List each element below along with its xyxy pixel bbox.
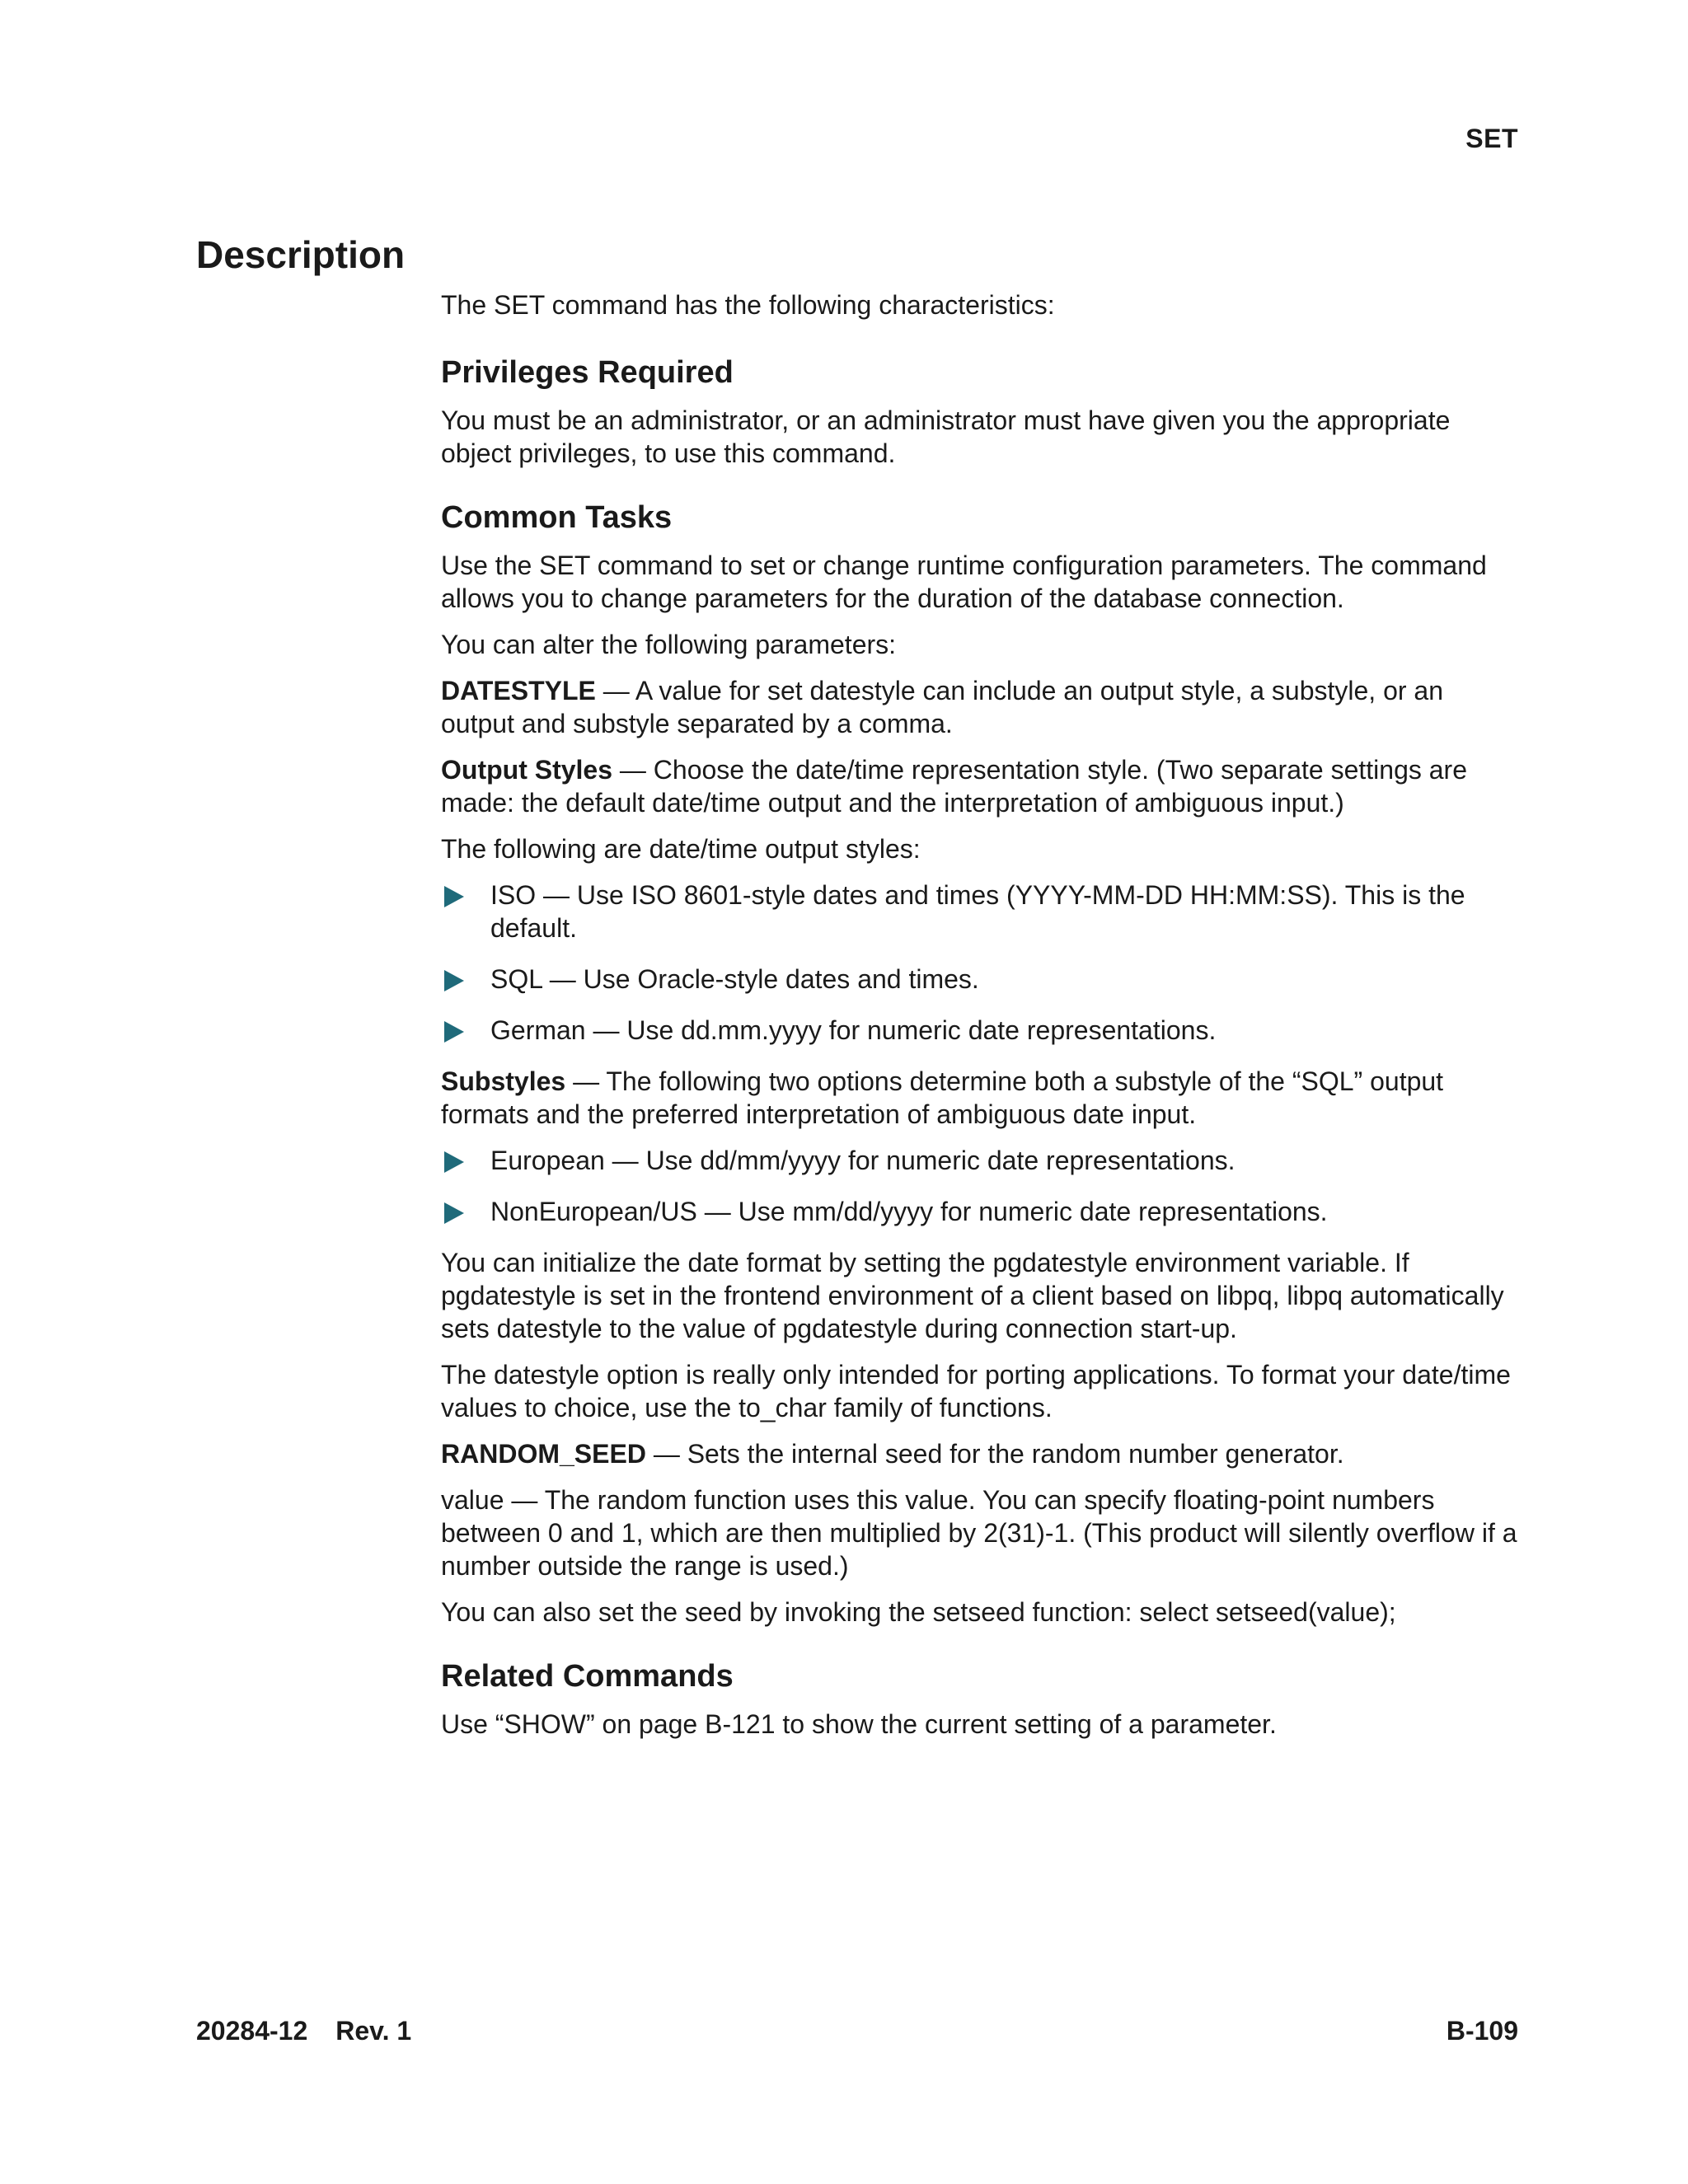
list-item bbox=[441, 1014, 1521, 1047]
common-tasks-heading: Common Tasks bbox=[441, 500, 673, 535]
random-seed-text: — Sets the internal seed for the random number generator. bbox=[645, 1439, 1344, 1469]
output-styles-paragraph bbox=[441, 753, 1521, 819]
footer-doc-info bbox=[196, 2016, 411, 2046]
related-commands-paragraph: Use “SHOW” on page B-121 to show the current setting of a parameter. bbox=[441, 1709, 1277, 1739]
related-commands-heading: Related Commands bbox=[441, 1659, 734, 1694]
list-item bbox=[441, 1195, 1521, 1228]
value-paragraph: value — The random function uses this value. You can specify floating-point numbers between 0 and 1, which are then multiplied by 2(31)-1. (This product will silently overflow if a number outside the range is used.) bbox=[441, 1485, 1517, 1581]
random-seed-term: RANDOM_SEED bbox=[441, 1439, 646, 1469]
doc-number: 20284-12 bbox=[196, 2016, 308, 2046]
substyles-text: — The following two options determine both a substyle of the “SQL” output formats and the preferred interpretation of ambiguous date input. bbox=[441, 1066, 1444, 1129]
privileges-heading: Privileges Required bbox=[441, 355, 734, 390]
substyles-term: Substyles bbox=[441, 1066, 566, 1096]
datestyle-paragraph bbox=[441, 674, 1521, 740]
main-content bbox=[441, 288, 1521, 1754]
datestyle-term: DATESTYLE bbox=[441, 676, 596, 705]
list-item bbox=[441, 879, 1521, 944]
running-head: SET bbox=[1465, 124, 1518, 153]
setseed-paragraph: You can also set the seed by invoking the setseed function: select setseed(value); bbox=[441, 1597, 1396, 1627]
random-seed-paragraph bbox=[441, 1437, 1521, 1470]
triangle-bullet-icon bbox=[444, 970, 464, 991]
list-item-text: ISO — Use ISO 8601-style dates and times (YYYY-MM-DD HH:MM:SS). This is the default. bbox=[490, 880, 1465, 943]
list-item-text: German — Use dd.mm.yyyy for numeric date representations. bbox=[490, 1015, 1217, 1045]
list-item bbox=[441, 1144, 1521, 1177]
section-title: Description bbox=[196, 233, 406, 276]
privileges-paragraph: You must be an administrator, or an administrator must have given you the appropriate object privileges, to use this command. bbox=[441, 405, 1451, 468]
triangle-bullet-icon bbox=[444, 1202, 464, 1224]
datestyle-text: — A value for set datestyle can include an output style, a substyle, or an output and substyle separated by a comma. bbox=[441, 676, 1444, 738]
list-item-text: European — Use dd/mm/yyyy for numeric date representations. bbox=[490, 1146, 1236, 1175]
list-item-text: SQL — Use Oracle-style dates and times. bbox=[490, 964, 979, 994]
output-styles-intro: The following are date/time output styles: bbox=[441, 834, 921, 864]
output-styles-text: — Choose the date/time representation style. (Two separate settings are made: the default date/time output and the interpretation of ambiguous input.) bbox=[441, 755, 1467, 818]
triangle-bullet-icon bbox=[444, 1151, 464, 1173]
substyles-paragraph bbox=[441, 1065, 1521, 1131]
list-item-text: NonEuropean/US — Use mm/dd/yyyy for numeric date representations. bbox=[490, 1197, 1328, 1226]
porting-paragraph: The datestyle option is really only intended for porting applications. To format your date/time values to choice, use the to_char family of functions. bbox=[441, 1360, 1511, 1422]
page-number: B-109 bbox=[1446, 2016, 1518, 2046]
output-styles-term: Output Styles bbox=[441, 755, 613, 785]
output-styles-list bbox=[441, 879, 1521, 1047]
triangle-bullet-icon bbox=[444, 886, 464, 907]
common-tasks-paragraph-2: You can alter the following parameters: bbox=[441, 630, 897, 659]
list-item bbox=[441, 963, 1521, 996]
triangle-bullet-icon bbox=[444, 1021, 464, 1043]
common-tasks-paragraph-1: Use the SET command to set or change runtime configuration parameters. The command allows you to change parameters for the duration of the database connection. bbox=[441, 551, 1487, 613]
intro-paragraph: The SET command has the following characteristics: bbox=[441, 290, 1055, 320]
revision: Rev. 1 bbox=[335, 2016, 412, 2046]
substyles-list bbox=[441, 1144, 1521, 1228]
init-paragraph: You can initialize the date format by setting the pgdatestyle environment variable. If pgdatestyle is set in the frontend environment of a client based on libpq, libpq automatically sets datestyle to the value of pgdatestyle during connection start-up. bbox=[441, 1248, 1504, 1343]
